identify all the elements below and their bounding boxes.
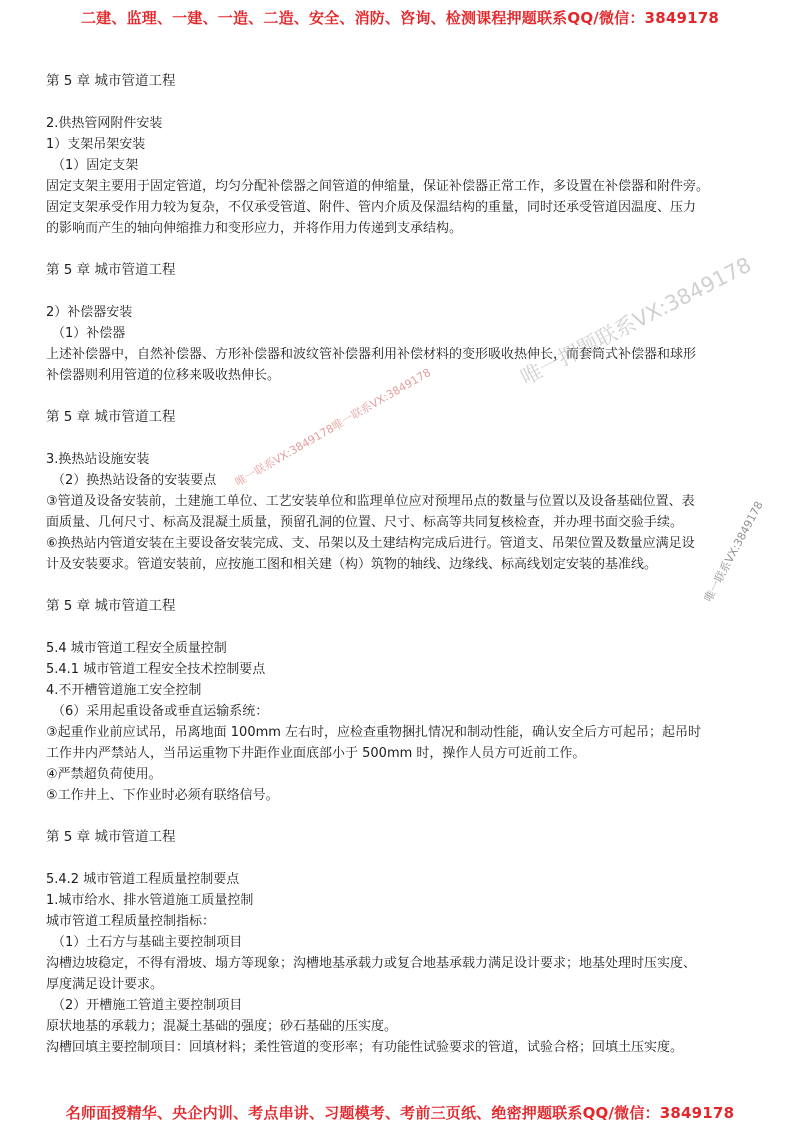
- item-heading: （1）土石方与基础主要控制项目: [52, 935, 243, 950]
- paragraph-line: 厚度满足设计要求。: [46, 977, 164, 992]
- chapter-heading: 第 5 章 城市管道工程: [46, 262, 176, 278]
- paragraph-line: 工作井内严禁站人，当吊运重物下井距作业面底部小于 500mm 时，操作人员方可近前工作。: [46, 746, 586, 761]
- chapter-heading: 第 5 章 城市管道工程: [46, 73, 176, 89]
- subsection-heading: 5.4.1 城市管道工程安全技术控制要点: [46, 662, 266, 677]
- subsection-heading: 2）补偿器安装: [46, 305, 133, 320]
- chapter-heading: 第 5 章 城市管道工程: [46, 409, 176, 425]
- item-heading: （2）换热站设备的安装要点: [52, 473, 217, 488]
- section-heading: 2.供热管网附件安装: [46, 116, 163, 131]
- paragraph-line: ③管道及设备安装前，土建施工单位、工艺安装单位和监理单位应对预埋吊点的数量与位置以及设备基础位置、表: [46, 494, 695, 509]
- paragraph-line: ⑤工作井上、下作业时必须有联络信号。: [46, 788, 279, 803]
- paragraph-line: 补偿器则利用管道的位移来吸收热伸长。: [46, 368, 281, 383]
- paragraph-line: 计及安装要求。管道安装前，应按施工图和相关建（构）筑物的轴线、边缘线、标高线划定安装的基准线。: [46, 557, 658, 572]
- paragraph-line: 原状地基的承载力；混凝土基础的强度；砂石基础的压实度。: [46, 1019, 398, 1034]
- subsection-heading: 1）支架吊架安装: [46, 137, 146, 152]
- item-heading: （2）开槽施工管道主要控制项目: [52, 998, 243, 1013]
- subsection-heading: 1.城市给水、排水管道施工质量控制: [46, 893, 254, 908]
- paragraph-line: ④严禁超负荷使用。: [46, 767, 162, 782]
- watermark-diagonal: 唯一联系VX:3849178唯一联系VX:3849178: [233, 365, 434, 489]
- subsection-heading: 4.不开槽管道施工安全控制: [46, 683, 202, 698]
- chapter-heading: 第 5 章 城市管道工程: [46, 598, 176, 614]
- chapter-heading: 第 5 章 城市管道工程: [46, 829, 176, 845]
- section-heading: 3.换热站设施安装: [46, 452, 150, 467]
- watermark-large: 唯一押题联系VX:3849178: [516, 252, 756, 390]
- paragraph-line: 上述补偿器中，自然补偿器、方形补偿器和波纹管补偿器利用补偿材料的变形吸收热伸长，而套筒式补偿器和球形: [46, 347, 697, 362]
- paragraph-line: ③起重作业前应试吊，吊离地面 100mm 左右时，应检查重物捆扎情况和制动性能，确认安全后方可起吊；起吊时: [46, 725, 702, 740]
- watermark-corner: 唯一联系VX:3849178: [701, 499, 766, 605]
- paragraph-line: 沟槽边坡稳定，不得有滑坡、塌方等现象；沟槽地基承载力或复合地基承载力满足设计要求；地基处理时压实度、: [46, 956, 697, 971]
- paragraph-line: 沟槽回填主要控制项目：回填材料；柔性管道的变形率；有功能性试验要求的管道，试验合格；回填土压实度。: [46, 1040, 684, 1055]
- item-heading: （1）补偿器: [52, 326, 126, 341]
- section-heading: 5.4.2 城市管道工程质量控制要点: [46, 872, 240, 887]
- paragraph-line: 面质量、几何尺寸、标高及混凝土质量，预留孔洞的位置、尺寸、标高等共同复核检查，并办理书面交验手续。: [46, 515, 684, 530]
- top-banner: 二建、监理、一建、一造、二造、安全、消防、咨询、检测课程押题联系QQ/微信：3849178: [80, 9, 720, 27]
- paragraph-line: 固定支架主要用于固定管道，均匀分配补偿器之间管道的伸缩量，保证补偿器正常工作，多设置在补偿器和附件旁。: [46, 179, 710, 194]
- section-heading: 5.4 城市管道工程安全质量控制: [46, 641, 227, 656]
- bottom-banner: 名师面授精华、央企内训、考点串讲、习题模考、考前三页纸、绝密押题联系QQ/微信：3849178: [65, 1104, 735, 1122]
- item-heading: （1）固定支架: [52, 158, 139, 173]
- paragraph-line: ⑥换热站内管道安装在主要设备安装完成、支、吊架以及土建结构完成后进行。管道支、吊架位置及数量应满足设: [46, 536, 695, 551]
- paragraph-line: 固定支架承受作用力较为复杂，不仅承受管道、附件、管内介质及保温结构的重量，同时还承受管道因温度、压力: [46, 200, 697, 215]
- paragraph-line: 城市管道工程质量控制指标：: [46, 914, 216, 929]
- paragraph-line: 的影响而产生的轴向伸缩推力和变形应力，并将作用力传递到支承结构。: [46, 221, 463, 236]
- item-heading: （6）采用起重设备或垂直运输系统：: [52, 704, 269, 719]
